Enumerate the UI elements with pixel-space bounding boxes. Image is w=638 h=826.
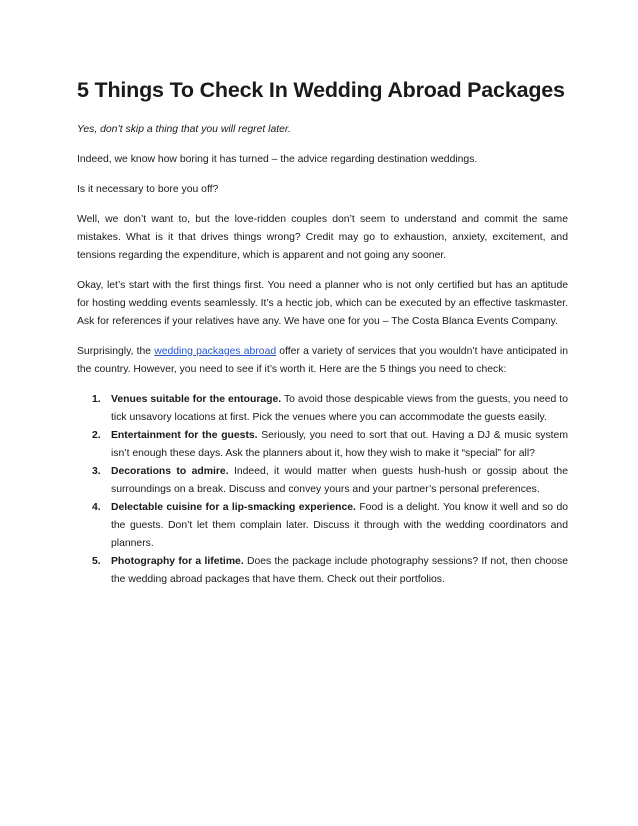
- list-item: [92, 391, 568, 427]
- list-item-number: 1.: [92, 393, 101, 405]
- list-item-heading: Decorations to admire.: [111, 465, 229, 477]
- list-item-number: 3.: [92, 465, 101, 477]
- list-item-heading: Venues suitable for the entourage.: [111, 393, 282, 405]
- list-item: [92, 499, 569, 553]
- list-item-number: 2.: [92, 429, 101, 441]
- paragraph-3: Well, we don’t want to, but the love-ridden couples don’t seem to understand and commit the same mistakes. What is it that drives things wrong? Credit may go to exhaustion, anxiety, excitement, and tensions regarding the expenditure, which is apparent and not going any sooner.: [77, 213, 568, 261]
- paragraph-1: Indeed, we know how boring it has turned – the advice regarding destination weddings.: [77, 153, 478, 165]
- list-item-text: Seriously, you need to sort that out. Having a DJ & music system isn’t enough these days. Ask the planners about it, how they wish to make it “special” for all?: [111, 429, 568, 459]
- list-item: [92, 553, 568, 589]
- article-title: 5 Things To Check In Wedding Abroad Packages: [77, 78, 565, 102]
- list-item-number: 4.: [92, 501, 101, 513]
- list-item: [92, 463, 568, 499]
- list-item-number: 5.: [92, 555, 101, 567]
- list-item-heading: Entertainment for the guests.: [111, 429, 258, 441]
- article-tagline: Yes, don’t skip a thing that you will regret later.: [77, 123, 291, 135]
- list-item-text: Indeed, it would matter when guests hush-hush or gossip about the surroundings on a break. Discuss and convey yours and your partner’s personal preferences.: [111, 465, 568, 495]
- list-item-text: Food is a delight. You know it well and so do the guests. Don’t let them complain later. Discuss it through with the wedding coordinators and planners.: [111, 501, 569, 549]
- paragraph-5: [77, 343, 568, 379]
- list-item-text: To avoid those despicable views from the guests, you need to tick unsavory locations at first. Pick the venues where you can accommodate the guests easily.: [111, 393, 568, 423]
- paragraph-4: Okay, let’s start with the first things first. You need a planner who is not only certified but has an aptitude for hosting wedding events seamlessly. It’s a hectic job, which can be executed by an effective taskmaster. Ask for references if your relatives have any. We have one for you – The Costa Blanca Events Company.: [77, 279, 568, 327]
- paragraph-5-intro: Surprisingly, the: [77, 345, 155, 357]
- paragraph-2: Is it necessary to bore you off?: [77, 183, 219, 195]
- paragraph-5-rest: offer a variety of services that you wouldn’t have anticipated in the country. However, you need to see if it’s worth it. Here are the 5 things you need to check:: [77, 345, 568, 375]
- wedding-packages-abroad-link[interactable]: wedding packages abroad: [154, 345, 277, 357]
- checklist: [77, 391, 568, 589]
- list-item: [92, 427, 568, 463]
- list-item-heading: Delectable cuisine for a lip-smacking experience.: [111, 501, 356, 513]
- list-item-text: Does the package include photography sessions? If not, then choose the wedding abroad packages that have them. Check out their portfolios.: [111, 555, 568, 585]
- list-item-heading: Photography for a lifetime.: [111, 555, 244, 567]
